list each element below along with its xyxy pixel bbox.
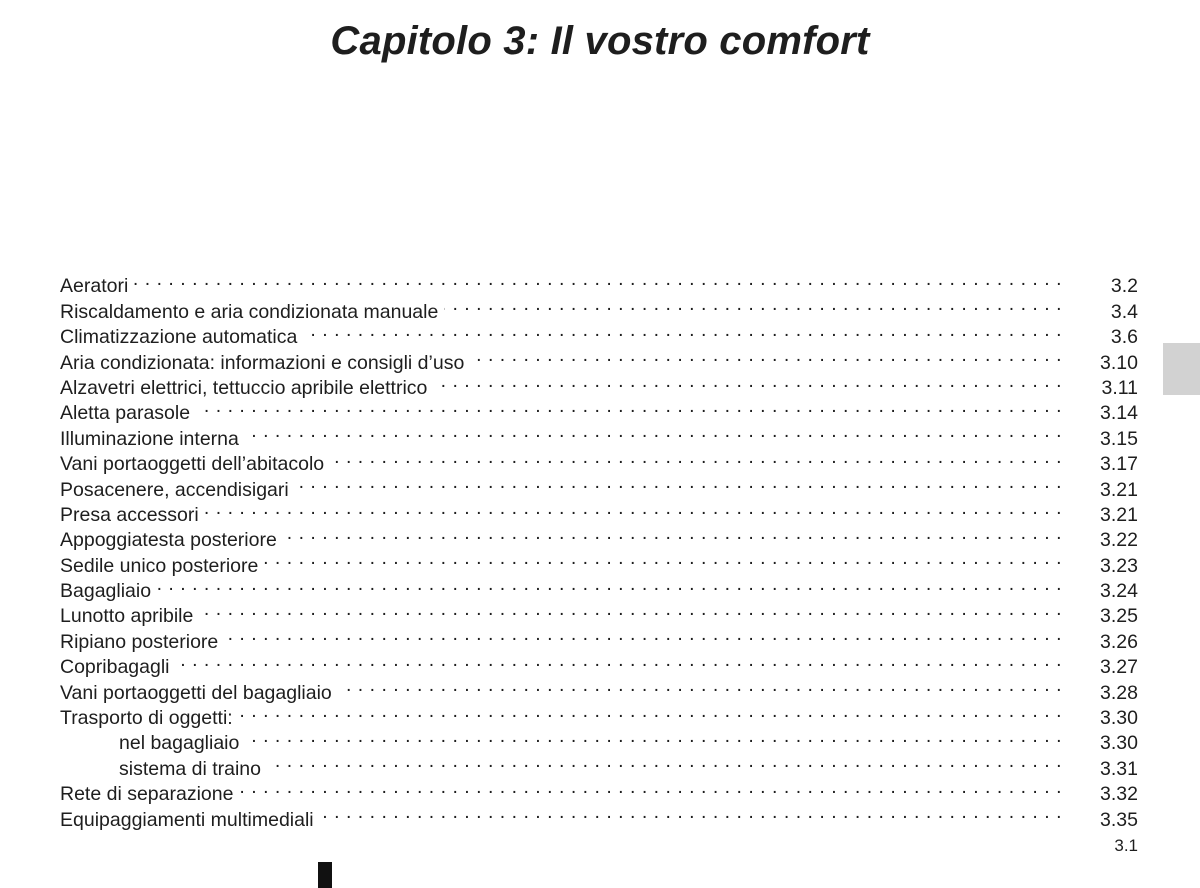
toc-entry-label: Alzavetri elettrici, tettuccio apribile elettrico [60, 376, 433, 401]
toc-entry-page: 3.23 [1100, 554, 1138, 577]
toc-entry-label: sistema di traino [60, 757, 267, 782]
dot-leader [295, 470, 1062, 495]
toc-entry-label: nel bagagliaio [60, 731, 245, 756]
dot-leader [245, 419, 1062, 444]
toc-entry-label: Vani portaoggetti dell’abitacolo [60, 452, 330, 477]
dot-leader [267, 749, 1062, 774]
dot-leader [245, 724, 1062, 749]
toc-entry-lunotto[interactable] [60, 597, 1138, 628]
toc-entry-page: 3.21 [1100, 503, 1138, 526]
toc-entry-aeratori[interactable] [60, 267, 1138, 298]
toc-entry-appoggiatesta[interactable] [60, 521, 1138, 552]
dot-leader [224, 622, 1062, 647]
dot-leader [196, 394, 1062, 419]
toc-entry-page: 3.35 [1100, 808, 1138, 831]
toc-entry-page: 3.4 [1110, 300, 1138, 323]
toc-entry-page: 3.21 [1100, 478, 1138, 501]
toc-entry-label: Vani portaoggetti del bagagliaio [60, 681, 338, 706]
toc-entry-ripiano[interactable] [60, 622, 1138, 653]
toc-entry-page: 3.30 [1100, 732, 1138, 755]
toc-entry-bagagliaio[interactable] [60, 572, 1138, 603]
toc-entry-page: 3.26 [1100, 630, 1138, 653]
dot-leader [330, 445, 1062, 470]
dot-leader [338, 673, 1062, 698]
dot-leader [199, 597, 1062, 622]
toc-entry-riscaldamento[interactable] [60, 292, 1138, 323]
toc-entry-presa-accessori[interactable] [60, 496, 1138, 526]
toc-entry-label: Trasporto di oggetti: [60, 706, 239, 731]
toc-entry-page: 3.14 [1100, 402, 1138, 425]
toc-entry-copribagagli[interactable] [60, 648, 1138, 679]
toc-entry-label: Riscaldamento e aria condizionata manuale [60, 300, 444, 325]
toc-entry-label: Aletta parasole [60, 401, 196, 426]
toc-entry-label: Aeratori [60, 274, 134, 299]
toc-entry-aletta-parasole[interactable] [60, 394, 1138, 425]
toc-entry-label: Illuminazione interna [60, 427, 245, 452]
toc-entry-page: 3.15 [1100, 427, 1138, 450]
toc-entry-label: Appoggiatesta posteriore [60, 528, 283, 553]
toc-entry-page: 3.10 [1100, 351, 1138, 374]
toc-entry-page: 3.32 [1100, 783, 1138, 806]
toc-entry-label: Rete di separazione [60, 782, 239, 807]
toc-entry-page: 3.17 [1100, 453, 1138, 476]
toc-entry-label: Aria condizionata: informazioni e consigli d’uso [60, 351, 470, 376]
toc-entry-label: Copribagagli [60, 655, 176, 680]
toc-entry-label: Ripiano posteriore [60, 630, 224, 655]
toc-entry-label: Sedile unico posteriore [60, 554, 264, 579]
dot-leader [239, 699, 1062, 724]
toc-entry-label: Bagagliaio [60, 579, 157, 604]
dot-leader [283, 521, 1062, 546]
table-of-contents [60, 267, 1138, 831]
dot-leader [176, 648, 1063, 673]
toc-entry-label: Posacenere, accendisigari [60, 478, 295, 503]
toc-entry-page: 3.28 [1100, 681, 1138, 704]
dot-leader [303, 318, 1062, 343]
dot-leader [264, 546, 1062, 571]
toc-entry-page: 3.30 [1100, 707, 1138, 730]
dot-leader [157, 572, 1062, 597]
toc-entry-label: Equipaggiamenti multimediali [60, 808, 320, 833]
toc-entry-vani-bagagliaio[interactable] [60, 673, 1138, 704]
toc-entry-page: 3.31 [1100, 757, 1138, 780]
chapter-title: Capitolo 3: Il vostro comfort [330, 19, 870, 63]
dot-leader [320, 800, 1062, 825]
toc-entry-label: Lunotto apribile [60, 604, 199, 629]
toc-entry-page: 3.6 [1110, 326, 1138, 349]
dot-leader [134, 267, 1062, 292]
dot-leader [444, 292, 1062, 317]
toc-entry-page: 3.2 [1110, 275, 1138, 298]
toc-entry-page: 3.25 [1100, 605, 1138, 628]
toc-entry-page: 3.27 [1100, 656, 1138, 679]
toc-entry-page: 3.22 [1100, 529, 1138, 552]
print-registration-mark [318, 862, 332, 888]
chapter-side-tab [1163, 343, 1200, 395]
dot-leader [239, 775, 1062, 800]
toc-entry-label: Presa accessori [60, 503, 205, 528]
toc-entry-page: 3.24 [1100, 580, 1138, 603]
page-number: 3.1 [1114, 836, 1138, 855]
dot-leader [433, 369, 1062, 394]
toc-entry-label: Climatizzazione automatica [60, 325, 303, 350]
toc-entry-page: 3.11 [1101, 376, 1138, 399]
dot-leader [205, 496, 1062, 521]
dot-leader [470, 343, 1062, 368]
toc-entry-illuminazione[interactable] [60, 419, 1138, 450]
